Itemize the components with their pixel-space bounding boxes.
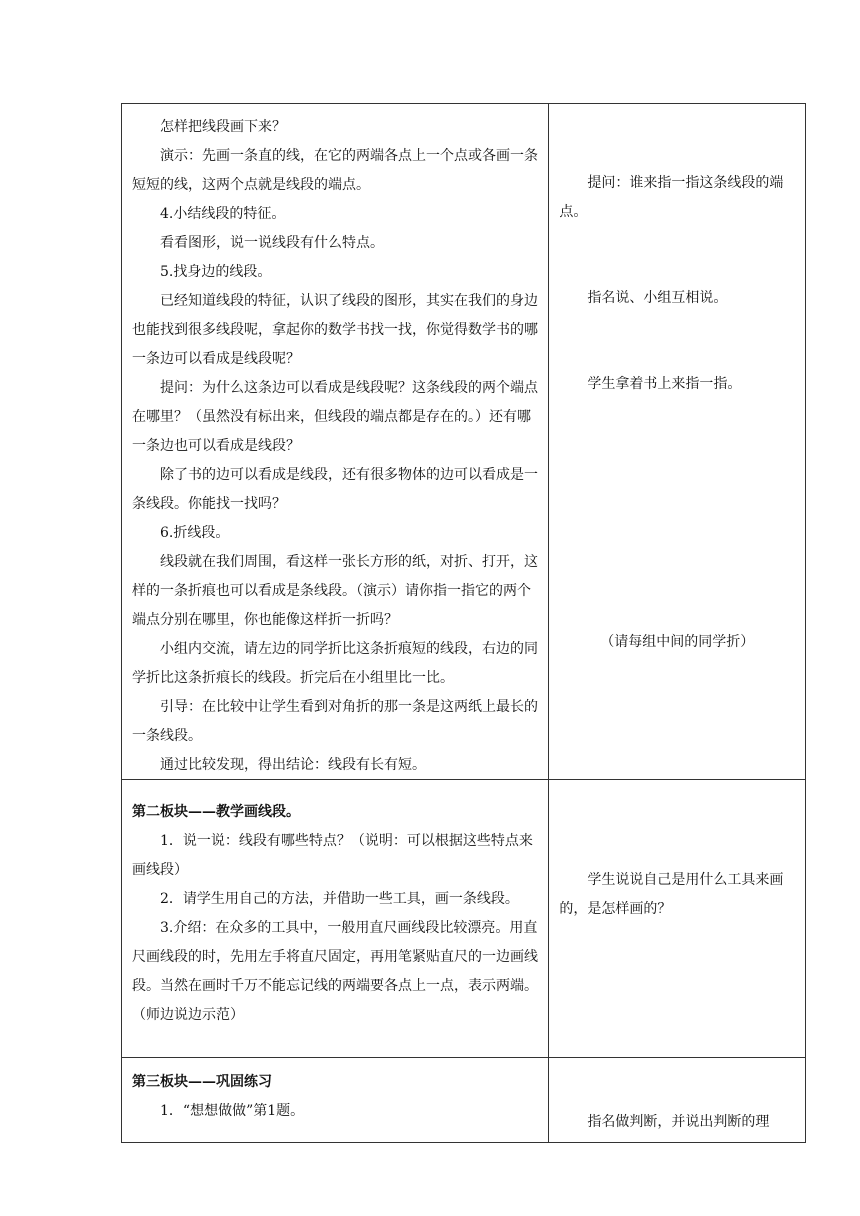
paragraph: 4.小结线段的特征。	[160, 206, 286, 222]
paragraph: （请每组中间的同学折）	[600, 634, 755, 650]
paragraph: 5.找身边的线段。	[160, 264, 272, 280]
paragraph: 提问：谁来指一指这条线段的端点。	[559, 175, 784, 220]
paragraph: 1．“想想做做”第1题。	[160, 1103, 305, 1119]
student-activity-cell	[549, 104, 806, 780]
paragraph: 指名做判断，并说出判断的理	[587, 1114, 770, 1130]
paragraph: 指名说、小组互相说。	[587, 290, 728, 306]
lesson-table	[121, 103, 806, 1143]
paragraph: 演示：先画一条直的线，在它的两端各点上一个点或各画一条短短的线，这两个点就是线段的端点。	[132, 148, 538, 193]
paragraph: 已经知道线段的特征，认识了线段的图形，其实在我们的身边也能找到很多线段呢，拿起你的数学书找一找，你觉得数学书的哪一条边可以看成是线段呢？	[132, 293, 538, 367]
table-row	[122, 780, 806, 1058]
teacher-activity-cell	[122, 780, 549, 1058]
paragraph: 2．请学生用自己的方法，并借助一些工具，画一条线段。	[160, 891, 519, 907]
teacher-activity-cell	[122, 104, 549, 780]
student-activity-cell	[549, 1058, 806, 1143]
table-row	[122, 1058, 806, 1143]
teacher-activity-cell	[122, 1058, 549, 1143]
paragraph: 6.折线段。	[160, 525, 230, 541]
paragraph: 怎样把线段画下来？	[160, 119, 286, 135]
section-heading: 第二板块——教学画线段。	[132, 804, 300, 820]
paragraph: 线段就在我们周围，看这样一张长方形的纸，对折、打开，这样的一条折痕也可以看成是条线段。（演示）请你指一指它的两个端点分别在哪里，你也能像这样折一折吗？	[132, 554, 538, 628]
paragraph: 学生说说自己是用什么工具来画的，是怎样画的？	[559, 872, 784, 917]
section-heading: 第三板块——巩固练习	[132, 1074, 272, 1090]
paragraph: 3.介绍：在众多的工具中，一般用直尺画线段比较漂亮。用直尺画线段的时，先用左手将直尺固定，再用笔紧贴直尺的一边画线段。当然在画时千万不能忘记线的两端要各点上一点，表示两端。（师边说边示范）	[132, 920, 538, 1023]
paragraph: 除了书的边可以看成是线段，还有很多物体的边可以看成是一条线段。你能找一找吗？	[132, 467, 538, 512]
paragraph: 提问：为什么这条边可以看成是线段呢？这条线段的两个端点在哪里？（虽然没有标出来，但线段的端点都是存在的。）还有哪一条边也可以看成是线段？	[132, 380, 538, 454]
paragraph: 通过比较发现，得出结论：线段有长有短。	[160, 757, 426, 773]
paragraph: 看看图形，说一说线段有什么特点。	[160, 235, 384, 251]
table-row	[122, 104, 806, 780]
student-activity-cell	[549, 780, 806, 1058]
paragraph: 小组内交流，请左边的同学折比这条折痕短的线段，右边的同学折比这条折痕长的线段。折完后在小组里比一比。	[132, 641, 538, 686]
paragraph: 学生拿着书上来指一指。	[587, 376, 742, 392]
paragraph: 1．说一说：线段有哪些特点？（说明：可以根据这些特点来画线段）	[132, 833, 533, 878]
paragraph: 引导：在比较中让学生看到对角折的那一条是这两纸上最长的一条线段。	[132, 699, 538, 744]
